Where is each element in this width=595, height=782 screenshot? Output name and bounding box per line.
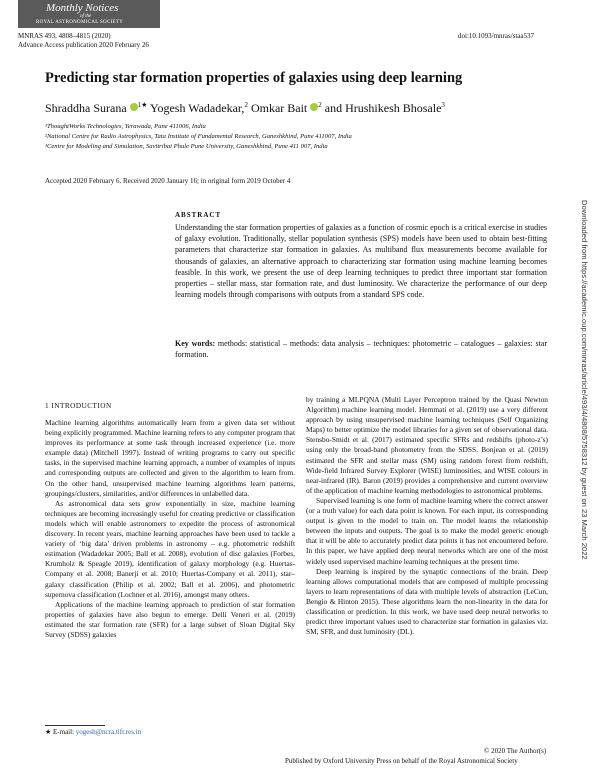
author-sup: 2	[244, 101, 248, 109]
orcid-icon[interactable]	[130, 103, 138, 111]
doi[interactable]: doi:10.1093/mnras/staa537	[458, 32, 535, 40]
author-sup: 2	[318, 101, 322, 109]
affiliation: ²National Centre for Radio Astrophysics, Tata Institute of Fundamental Research, Ganeshkhind, Pune 411007, India	[45, 133, 352, 140]
advance-access: Advance Access publication 2020 February 26	[18, 41, 149, 49]
footnote	[45, 728, 141, 737]
paper-title: Predicting star formation properties of galaxies using deep learning	[45, 70, 463, 86]
paragraph: by training a MLPQNA (Multi Layer Perceptron trained by the Quasi Newton Algorithm) machine learning model. Hemmati et al. (2019) use a very different approach by using unsupervised machine learning techniques (Self Organizing Maps) to better optimize the model libraries for a given set of observational data. Stensbo-Smidt et al. (2017) estimated specific SFRs and redshifts (photo-z’s) using only the broad-band photometry from the SDSS. Bonjean et al. (2019) estimated the SFR and stellar mass (SM) using random forest from redshift, Wide-field Infrared Survey Explorer (WISE) luminosities, and WISE colours in near-infrared (IR). Baron (2019) provides a comprehensive and current overview of the application of machine learning methodologies to astronomical problems.	[306, 395, 548, 495]
affiliation: ³Centre for Modeling and Simulation, Savitribai Phule Pune University, Ganeshkhind, Pune 411 007, India	[45, 143, 328, 150]
right-column	[306, 395, 548, 637]
publisher-line: Published by Oxford University Press on behalf of the Royal Astronomical Society	[285, 757, 518, 765]
logo-line-1: Monthly Notices	[46, 2, 119, 14]
footnote-rule	[45, 725, 105, 726]
download-notice[interactable]: Downloaded from https://academic.oup.com/mnras/article/493/4/4808/5758312 by guest on 23 March 2022	[580, 200, 589, 560]
journal-logo	[18, 0, 160, 28]
author-name: and Hrushikesh Bhosale	[324, 101, 442, 115]
paragraph: Supervised learning is one form of machine learning where the correct answer (or a truth value) for each data point is known. For each input, its corresponding output is given to the model to train on. The model learns the relationship between the inputs and outputs. The goal is to make the model generic enough that it will be able to accurately predict data points it has not encountered before. In this paper, we have applied deep neural networks which are one of the most widely used supervised machine learning techniques at the present time.	[306, 495, 548, 566]
abstract-text: Understanding the star formation properties of galaxies as a function of cosmic epoch is a critical exercise in studies of galaxy evolution. Traditionally, stellar population synthesis (SPS) models have been used to obtain best-fitting parameters that characterize star formation in galaxies. As multiband flux measurements become available for thousands of galaxies, an alternative approach to characterizing star formation using machine learning becomes feasible. In this work, we present the use of deep learning techniques to predict three important star formation properties – stellar mass, star formation rate, and dust luminosity. We characterize the performance of our deep learning models through comparisons with outputs from a standard SPS code.	[175, 223, 547, 300]
author-sup: 1★	[137, 101, 148, 109]
author-sup: 3	[441, 101, 445, 109]
keywords-text: methods: statistical – methods: data analysis – techniques: photometric – catalogues – galaxies: star formation.	[175, 339, 548, 360]
author-name: Yogesh Wadadekar,	[150, 101, 245, 115]
paragraph: As astronomical data sets grow exponentially in size, machine learning techniques are becoming increasingly useful for creating predictive or classification models which will enable astronomers to expedite the process of astronomical discovery. In recent years, machine learning approaches have been used to tackle a variety of ‘big data’ driven problems in astronomy – e.g. photometric redshift estimation (Wadadekar 2005; Ball et al. 2008), evolution of disc galaxies (Forbes, Krumholz & Speagle 2019), identification of galaxy morphology (e.g. Huertas-Company et al. 2008; Banerji et al. 2010; Huertas-Company et al. 2011), star–galaxy classification (Philip et al. 2002; Ball et al. 2006), and photometric supernova classification (Lochner et al. 2016), amongst many others.	[45, 498, 295, 599]
footnote-label: ★ E-mail:	[45, 728, 75, 736]
author-name: Omkar Bait	[250, 101, 308, 115]
logo-line-3: ROYAL ASTRONOMICAL SOCIETY	[36, 20, 124, 25]
download-sidebar	[579, 200, 589, 580]
paragraph: Applications of the machine learning approach to prediction of star formation properties of galaxies have also begun to emerge. Delli Veneri et al. (2019) estimated the star formation rate (SFR) for a large subset of Sloan Digital Sky Survey (SDSS) galaxies	[45, 599, 295, 639]
paragraph: Machine learning algorithms automatically learn from a given data set without being explicitly programmed. Machine learning refers to any computer program that improves its performance at some task through increased experience (i.e. more example data) (Mitchell 1997). Instead of writing programs to carry out specific tasks, in the supervised machine learning approach, a number of examples of inputs and corresponding outputs are collected and given to the algorithm to learn from. On the other hand, unsupervised machine learning algorithms learn patterns, groupings/clusters, similarities, and/or differences in unlabelled data.	[45, 418, 295, 498]
citation: MNRAS 493, 4808–4815 (2020)	[18, 32, 111, 40]
received-dates: Accepted 2020 February 6. Received 2020 January 16; in original form 2019 October 4	[45, 177, 291, 185]
affiliation: ¹ThoughtWorks Technologies, Yerawada, Pune 411006, India	[45, 123, 206, 130]
author-list	[45, 101, 445, 116]
author-name: Shraddha Surana	[45, 101, 127, 115]
left-column	[45, 418, 295, 640]
paragraph: Deep learning is inspired by the synaptic connections of the brain. Deep learning allows computational models that are composed of multiple processing layers to learn representations of data with multiple levels of abstraction (LeCun, Bengio & Hinton 2015). These algorithms learn the non-linearity in the data for classification or prediction. In this work, we have used deep neural networks to predict three important values used to characterize star formation in galaxies viz. SM, SFR, and dust luminosity (DL).	[306, 566, 548, 637]
copyright: © 2020 The Author(s)	[484, 747, 547, 755]
keywords	[175, 338, 547, 360]
section-heading: 1 INTRODUCTION	[45, 402, 112, 410]
logo-line-2: of the	[80, 14, 92, 19]
keywords-label: Key words:	[175, 339, 216, 348]
abstract-heading: ABSTRACT	[175, 211, 222, 219]
email-link[interactable]: yogesh@ncra.tifr.res.in	[75, 728, 142, 736]
